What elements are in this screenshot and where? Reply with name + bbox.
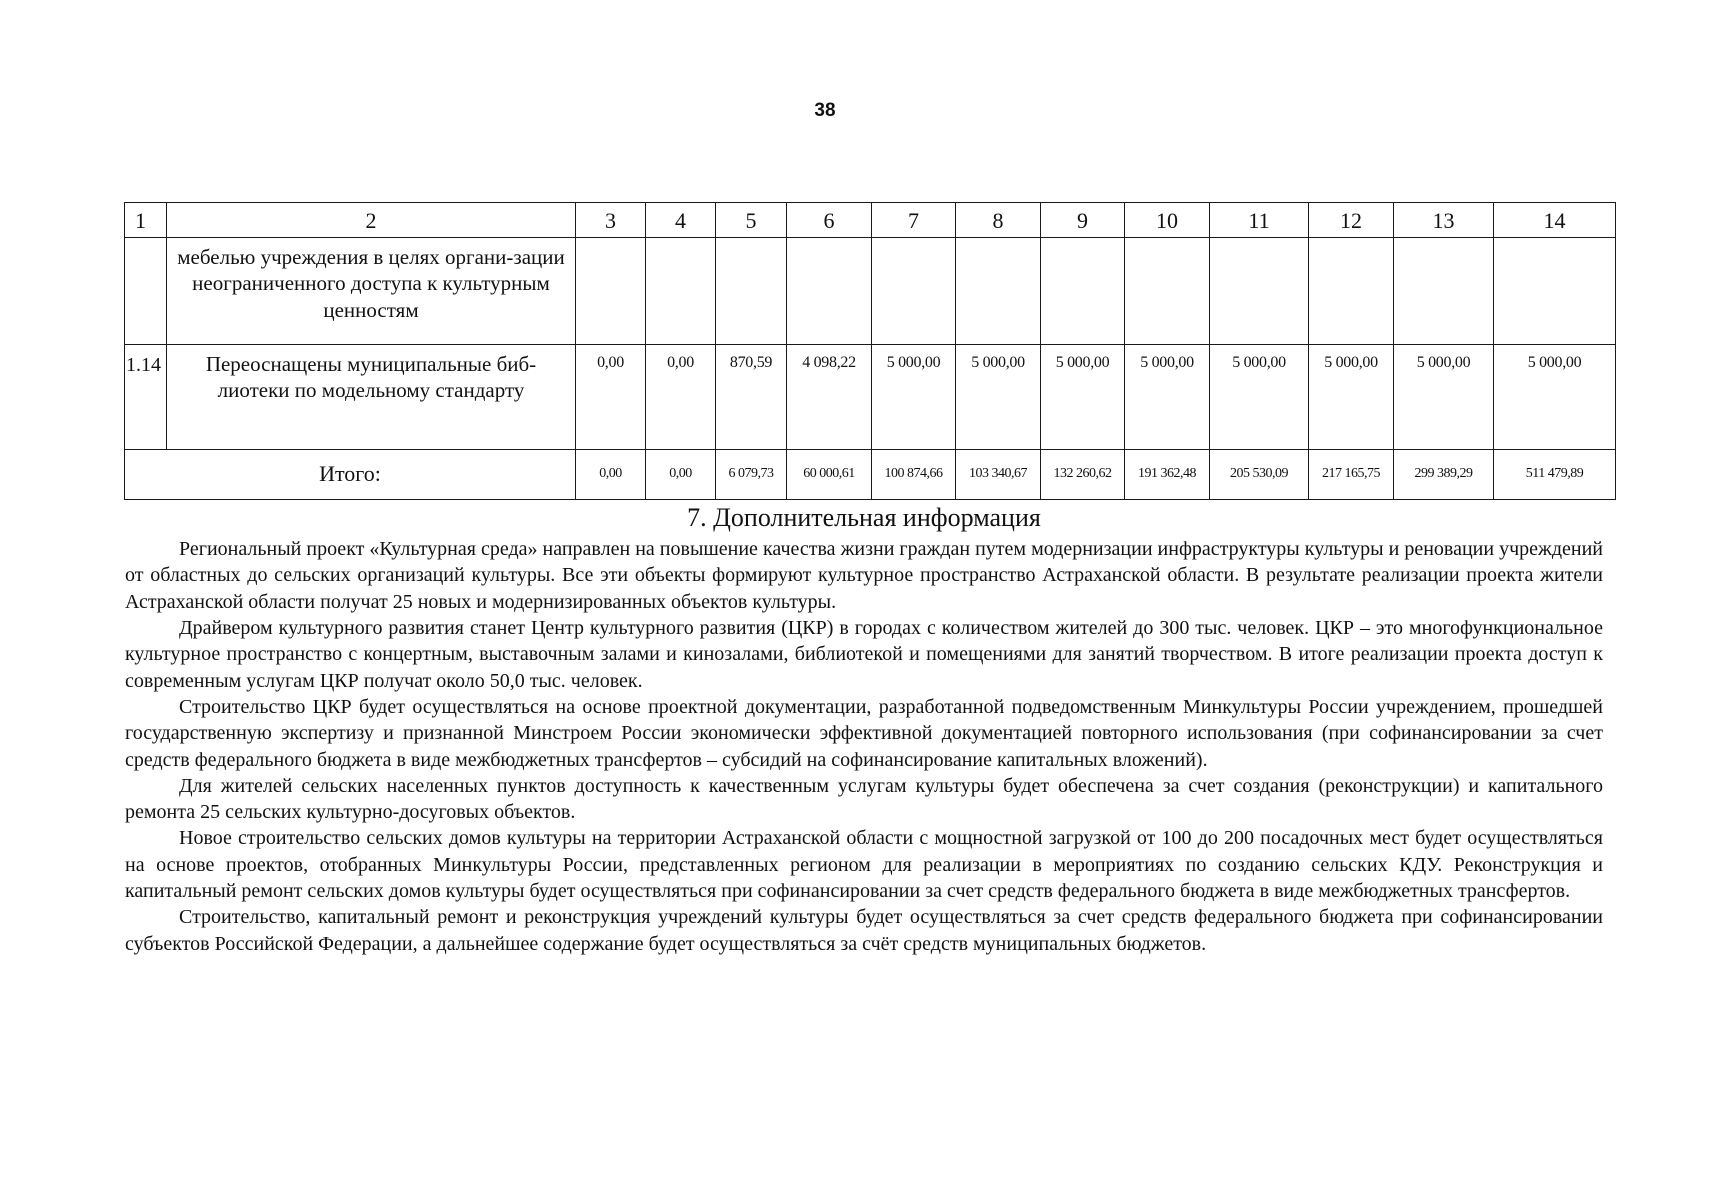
table-cell: 5 000,00 bbox=[872, 345, 956, 450]
table-cell: 0,00 bbox=[646, 450, 716, 500]
table-cell bbox=[787, 238, 872, 345]
column-header: 9 bbox=[1041, 203, 1125, 238]
table-cell: 0,00 bbox=[646, 345, 716, 450]
table-cell: 5 000,00 bbox=[1041, 345, 1125, 450]
row-number bbox=[125, 238, 167, 345]
table-cell: 103 340,67 bbox=[956, 450, 1041, 500]
table-cell: 5 000,00 bbox=[1125, 345, 1210, 450]
table-cell: 4 098,22 bbox=[787, 345, 872, 450]
column-header: 11 bbox=[1210, 203, 1309, 238]
table-cell: 511 479,89 bbox=[1494, 450, 1616, 500]
paragraph: Драйвером культурного развития станет Центр культурного развития (ЦКР) в городах с количеством жителей до 300 тыс. человек. ЦКР – это многофункциональное культурное пространство с концертным, выставочным залами и кинозалами, библиотекой и помещениями для занятий творчеством. В итоге реализации проекта доступ к современным услугам ЦКР получат около 50,0 тыс. человек. bbox=[125, 617, 1603, 692]
column-header: 8 bbox=[956, 203, 1041, 238]
column-header: 7 bbox=[872, 203, 956, 238]
table-cell bbox=[956, 238, 1041, 345]
table-cell: 132 260,62 bbox=[1041, 450, 1125, 500]
table-cell: 100 874,66 bbox=[872, 450, 956, 500]
table-cell bbox=[1309, 238, 1394, 345]
table-cell: 205 530,09 bbox=[1210, 450, 1309, 500]
table-cell: 299 389,29 bbox=[1394, 450, 1494, 500]
table-cell: 217 165,75 bbox=[1309, 450, 1394, 500]
column-header: 4 bbox=[646, 203, 716, 238]
table-cell bbox=[1125, 238, 1210, 345]
table-cell bbox=[872, 238, 956, 345]
table-cell bbox=[646, 238, 716, 345]
paragraph: Региональный проект «Культурная среда» направлен на повышение качества жизни граждан путем модернизации инфраструктуры культуры и реновации учреждений от областных до сельских организаций культуры. Все эти объекты формируют культурное пространство Астраханской области. В результате реализации проекта жители Астраханской области получат 25 новых и модернизированных объектов культуры. bbox=[125, 538, 1603, 613]
table-row bbox=[125, 238, 1616, 345]
table-cell: 5 000,00 bbox=[1494, 345, 1616, 450]
table-cell: 0,00 bbox=[576, 450, 646, 500]
column-header: 12 bbox=[1309, 203, 1394, 238]
row-name: Переоснащены муниципальные биб-лиотеки по модельному стандарту bbox=[167, 345, 576, 450]
column-header: 3 bbox=[576, 203, 646, 238]
additional-info-section bbox=[125, 502, 1603, 957]
table-cell: 60 000,61 bbox=[787, 450, 872, 500]
budget-table bbox=[124, 202, 1616, 500]
table-cell bbox=[576, 238, 646, 345]
column-header: 10 bbox=[1125, 203, 1210, 238]
section-title: 7. Дополнительная информация bbox=[687, 503, 1041, 532]
table-cell: 6 079,73 bbox=[716, 450, 787, 500]
table-cell: 5 000,00 bbox=[1309, 345, 1394, 450]
table-cell bbox=[1394, 238, 1494, 345]
page-number: 38 bbox=[814, 100, 836, 121]
table-cell: 191 362,48 bbox=[1125, 450, 1210, 500]
column-header: 14 bbox=[1494, 203, 1616, 238]
column-header: 5 bbox=[716, 203, 787, 238]
table-cell bbox=[1041, 238, 1125, 345]
column-header: 1 bbox=[125, 203, 167, 238]
table-cell bbox=[1494, 238, 1616, 345]
table-cell: 5 000,00 bbox=[1394, 345, 1494, 450]
table-header-row bbox=[125, 203, 1616, 238]
table-cell bbox=[716, 238, 787, 345]
row-name: мебелью учреждения в целях органи-зации неограниченного доступа к культурным ценностям bbox=[167, 238, 576, 345]
row-number: 1.14 bbox=[125, 345, 167, 450]
column-header: 13 bbox=[1394, 203, 1494, 238]
paragraph: Строительство ЦКР будет осуществляться на основе проектной документации, разработанной подведомственным Минкультуры России учреждением, прошедшей государственную экспертизу и признанной Минстроем России экономически эффективной документацией повторного использования (при софинансировании за счет средств федерального бюджета в виде межбюджетных трансфертов – субсидий на софинансирование капитальных вложений). bbox=[125, 695, 1603, 771]
column-header: 2 bbox=[167, 203, 576, 238]
total-label: Итого: bbox=[125, 450, 576, 500]
table-cell: 5 000,00 bbox=[1210, 345, 1309, 450]
column-header: 6 bbox=[787, 203, 872, 238]
table-cell: 5 000,00 bbox=[956, 345, 1041, 450]
table-cell: 870,59 bbox=[716, 345, 787, 450]
paragraph: Новое строительство сельских домов культуры на территории Астраханской области с мощностной загрузкой от 100 до 200 посадочных мест будет осуществляться на основе проектов, отобранных Минкультуры России, представленных регионом для реализации в мероприятиях по созданию сельских КДУ. Реконструкция и капитальный ремонт сельских домов культуры будет осуществляться при софинансировании за счет средств федерального бюджета в виде межбюджетных трансфертов. bbox=[125, 827, 1603, 903]
paragraph: Строительство, капитальный ремонт и реконструкция учреждений культуры будет осуществляться за счет средств федерального бюджета при софинансировании субъектов Российской Федерации, а дальнейшее содержание будет осуществляться за счёт средств муниципальных бюджетов. bbox=[125, 906, 1603, 955]
paragraph: Для жителей сельских населенных пунктов доступность к качественным услугам культуры будет обеспечена за счет создания (реконструкции) и капитального ремонта 25 сельских культурно-досуговых объектов. bbox=[125, 774, 1603, 824]
table-cell bbox=[1210, 238, 1309, 345]
table-cell: 0,00 bbox=[576, 345, 646, 450]
table-row bbox=[125, 345, 1616, 450]
total-row bbox=[125, 450, 1616, 500]
